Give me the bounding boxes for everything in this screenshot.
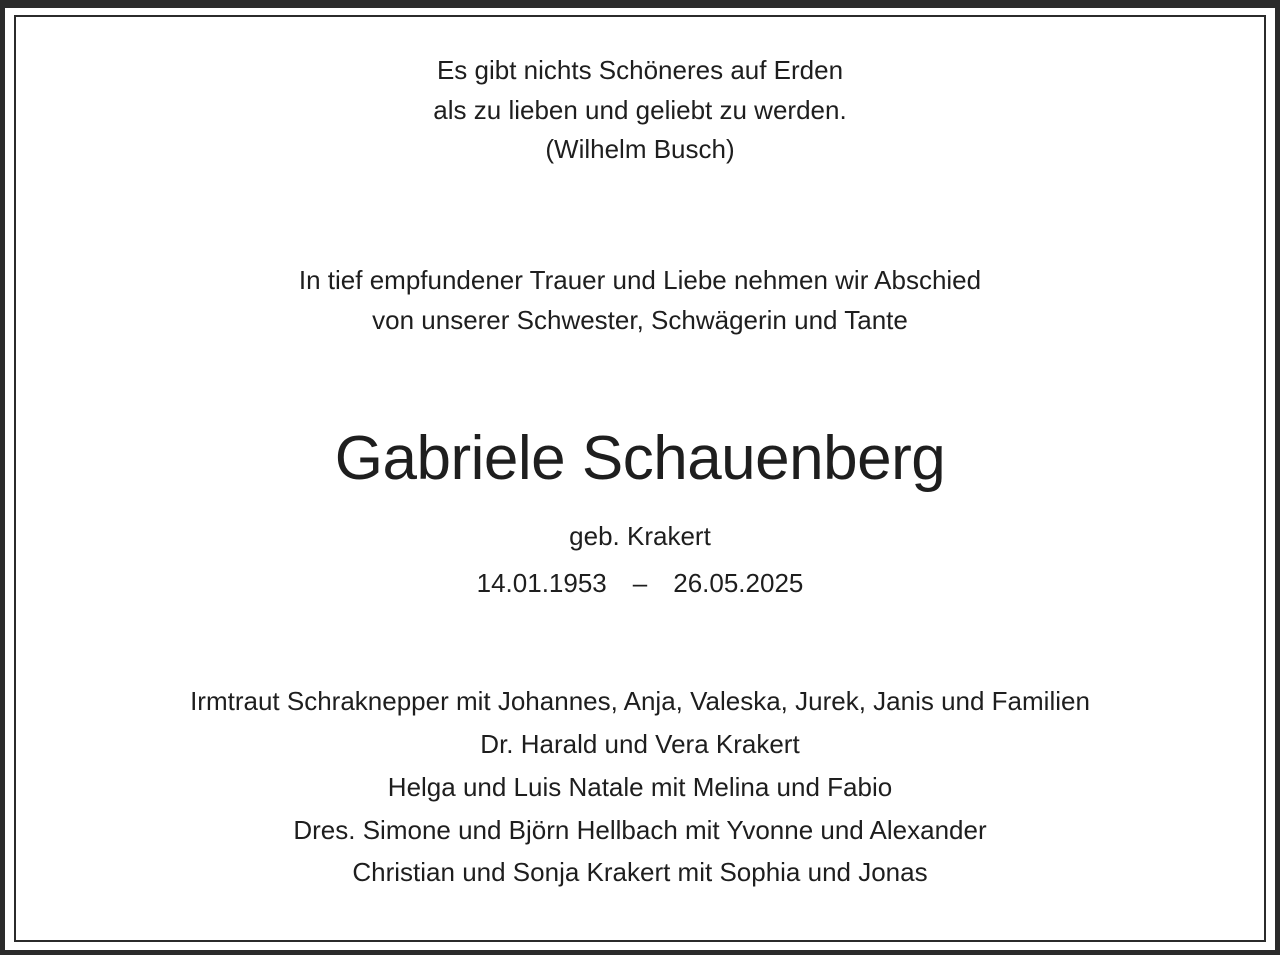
life-dates — [0, 568, 1280, 598]
death-date: 26.05.2025 — [673, 568, 804, 598]
quote-line-1: Es gibt nichts Schöneres auf Erden — [436, 55, 844, 85]
quote-author: (Wilhelm Busch) — [545, 134, 735, 164]
mourner-line: Helga und Luis Natale mit Melina und Fabio — [387, 772, 893, 802]
mourner-line: Dr. Harald und Vera Krakert — [480, 729, 800, 759]
mourner-line: Dres. Simone und Björn Hellbach mit Yvonne und Alexander — [293, 815, 987, 845]
birth-date: 14.01.1953 — [476, 568, 607, 598]
birth-name: geb. Krakert — [569, 521, 711, 551]
quote-line-2: als zu lieben und geliebt zu werden. — [433, 95, 847, 125]
mourner-line: Irmtraut Schraknepper mit Johannes, Anja, Valeska, Jurek, Janis und Familien — [190, 686, 1090, 716]
intro-line-1: In tief empfundener Trauer und Liebe nehmen wir Abschied — [298, 265, 982, 295]
intro-line-2: von unserer Schwester, Schwägerin und Tante — [372, 305, 908, 335]
mourner-line: Christian und Sonja Krakert mit Sophia und Jonas — [352, 857, 928, 887]
date-dash: – — [632, 568, 648, 598]
deceased-name: Gabriele Schauenberg — [334, 424, 946, 493]
